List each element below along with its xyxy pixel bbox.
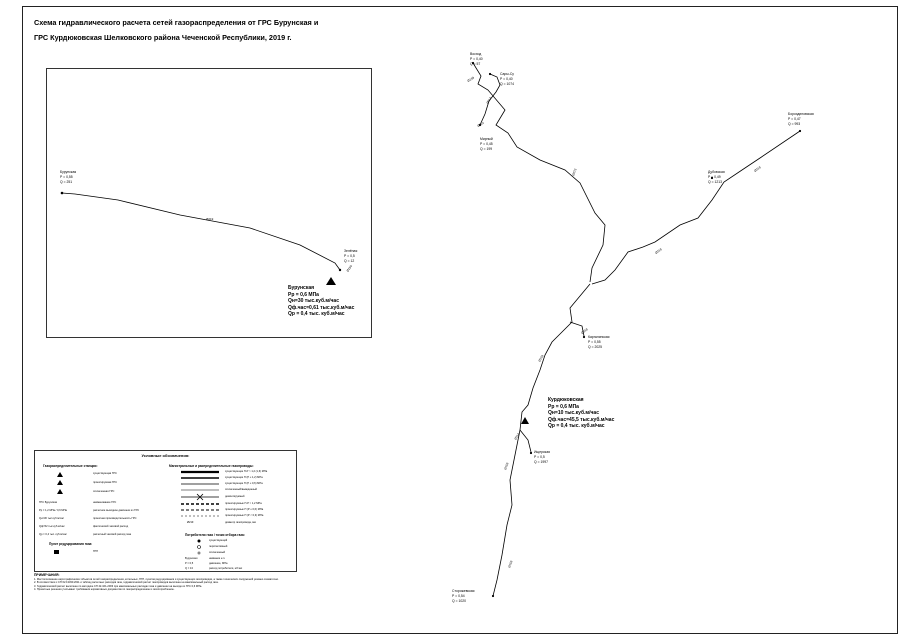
node-pressure: P = 0,5	[344, 254, 355, 258]
node-pressure: P = 0,47	[788, 117, 801, 121]
node-name: Зелёная	[344, 249, 358, 253]
node-label-kargalinskaya	[588, 335, 610, 350]
legend-grs-data: Qн=30 тыс.куб.м/час	[39, 517, 64, 520]
legend-consumer-item: отключенный	[209, 551, 226, 554]
legend-grs-data-desc: расчетный часовой расход газа	[93, 533, 132, 536]
grs-capacity: Qн=10 тыс.куб.м/час	[548, 410, 599, 416]
legend-section-grs: Газораспределительные станции:	[43, 464, 98, 468]
pipe-label: Ø159	[507, 560, 514, 569]
node-label-dubovskaya	[708, 170, 725, 185]
consumer-node-buryunskaya	[61, 192, 64, 195]
legend-grs-item: существующая ГРС	[93, 472, 117, 475]
node-pressure: P = 0,40	[500, 77, 513, 81]
legend-net-item: демонтируемый	[225, 495, 245, 498]
consumer-node-ishcherskaya	[530, 452, 532, 454]
legend-title: Условные обозначения:	[141, 453, 190, 458]
pipe-label: Ø219	[206, 217, 214, 221]
node-flow: Q = 12	[344, 259, 355, 263]
grs-design-flow: Qр = 0,4 тыс. куб.м/час	[288, 311, 345, 317]
grs-existing-icon	[57, 472, 63, 477]
scheme-title-line-2: ГРС Курдюковская Шелковского района Чеченской Республики, 2019 г.	[34, 33, 292, 42]
legend-net-item: существующие П (Р ≤ 0,6) МПа	[225, 482, 263, 485]
pipe-label: Ø114	[513, 432, 521, 441]
pipe-label: Ø114	[476, 120, 485, 128]
pipe-label: Ø159	[580, 327, 589, 335]
grs-capacity: Qн=30 тыс.куб.м/час	[288, 298, 339, 304]
grs-actual-flow: Qф.час=45,5 тыс.куб.м/час	[548, 416, 615, 423]
node-name: Бурунская	[60, 170, 77, 174]
node-pressure: P = 0,54	[452, 594, 465, 598]
legend-grs-data-desc: проектная производительность ГРС	[93, 517, 137, 520]
legend-pipe-desc: диаметр газопровода, мм	[225, 521, 256, 524]
node-label-sary-su	[500, 72, 514, 87]
grs-info-buryunskaya	[288, 285, 354, 318]
legend-point-label: ГРП	[93, 550, 98, 553]
legend-grs-item: отключенная ГРС	[93, 490, 115, 493]
legend-consumer-item: перспективный	[209, 545, 228, 548]
legend-panel	[34, 450, 297, 572]
legend-grs-data-desc: наименование ГРС	[93, 501, 117, 504]
node-flow: Q = 199	[480, 147, 493, 151]
legend-grs-data-desc: фактический часовой расход	[93, 525, 129, 528]
node-label-storozhevskaya	[452, 589, 474, 604]
grs-pressure: Рр = 0,6 МПа	[288, 291, 319, 298]
legend-grs-data: ГРС Бурунская	[39, 501, 58, 504]
legend-section-consumers: Потребители газа / точки отбора газа:	[185, 533, 245, 537]
consumer-disabled-icon	[198, 552, 201, 555]
scheme-title-line-1: Схема гидравлического расчета сетей газораспределения от ГРС Бурунская и	[34, 18, 319, 27]
pipeline-east	[592, 131, 800, 284]
node-label-voskhod	[470, 52, 483, 67]
pipeline-main-trunk	[493, 284, 590, 596]
node-name: Каргалинская	[588, 335, 610, 339]
node-flow: Q = 2025	[588, 345, 603, 349]
node-pressure: P = 0,40	[470, 57, 483, 61]
node-name: Дубовская	[708, 170, 725, 174]
node-flow: Q = 251	[60, 180, 73, 184]
pipe-label: Ø159	[503, 462, 510, 471]
node-name: Мирный	[480, 137, 493, 141]
node-name: Восход	[470, 52, 482, 56]
pipe-label: Ø219	[753, 165, 762, 173]
consumer-node-kargalinskaya	[583, 336, 585, 338]
legend-consumer-symbols	[195, 538, 205, 558]
node-label-zelenaya	[344, 249, 357, 264]
pipe-label: Ø159	[345, 264, 354, 273]
grs-design-flow: Qр = 0,4 тыс. куб.м/час	[548, 423, 605, 429]
legend-grs-item: проектируемая ГРС	[93, 481, 117, 484]
grs-actual-flow: Qф.час=0,61 тыс.куб.м/час	[288, 304, 355, 311]
note-item: 3. Гидравлический расчет выполнен по методике СП 42-101-2003 при максимальных расходах газа и давлении на выходе из ГРС 0,6 МПа.	[34, 584, 203, 588]
node-name: Сары-Су	[500, 72, 514, 76]
legend-net-item: существующие П-Р > 1,2 (1,6) МПа	[225, 470, 268, 473]
pipe-label: Ø114	[485, 96, 493, 105]
node-label-mirny	[480, 137, 493, 152]
note-item: 1. Местоположение картографических объектов сетей газораспределения, котельных, ГРП, пунктов редуцирования и существующих газопроводов, а также технических сооружений указано схематично.	[34, 577, 279, 581]
grs-marker-kurdyukovskaya	[521, 417, 529, 424]
node-name: Сторожевская	[452, 589, 475, 593]
node-pressure: P = 0,55	[588, 340, 601, 344]
consumer-node-borozdinovskaya	[799, 130, 801, 132]
grs-planned-icon	[57, 480, 63, 485]
node-flow: Q = 57	[470, 62, 481, 66]
legend-grs-data: Рр = 1,2 МПа / 0,6 МПа	[39, 509, 67, 512]
pipeline-branch-ishcherskaya	[520, 430, 531, 452]
note-item: 2. В соответствии с СП 62.13330.2011 и таблиц расчетных расходов газа, гидравлический расчет газопроводов выполнен на максимальный расход газа.	[34, 581, 219, 585]
legend-consumer-desc: название н.п.	[209, 557, 226, 560]
legend-pipe-sample: Ø219	[187, 521, 194, 524]
legend-net-item: проектируемые П-Р > 1,2 МПа	[225, 502, 262, 505]
legend-consumer-sample: P = 0,5	[185, 562, 194, 565]
pipeline-buryunskaya	[62, 193, 340, 270]
legend-net-item: существующие П (Р ≤ 1,2) МПа	[225, 476, 263, 479]
grs-name: Бурунская	[288, 285, 315, 291]
grp-icon	[53, 549, 61, 555]
legend-net-item: отключенный/выведенный	[225, 488, 257, 491]
legend-grs-data-desc: расчетное выходное давление из ГРС	[93, 509, 140, 512]
node-name: Ищерская	[534, 450, 550, 454]
node-pressure: P = 0,49	[708, 175, 721, 179]
pipe-label: Ø219	[654, 247, 663, 255]
grs-info-kurdyukovskaya	[548, 397, 614, 430]
grs-disabled-icon	[57, 489, 63, 494]
notes-block	[34, 574, 334, 592]
note-item: 4. Проектные решения учитывают требования нормативных документов по газораспределению и газопотреблению.	[34, 588, 175, 592]
legend-consumer-desc: расход потребителя, м³/час	[209, 567, 243, 570]
node-pressure: P = 0,45	[480, 142, 493, 146]
node-label-ishcherskaya	[534, 450, 550, 465]
node-label-buryunskaya	[60, 170, 76, 185]
legend-section-points: Пункт редуцирования газа:	[49, 542, 93, 546]
grs-pressure: Рр = 0,6 МПа	[548, 403, 579, 410]
legend-net-item: проектируемые П (Р < 0,3) МПа	[225, 514, 264, 517]
notes-title: ПРИМЕЧАНИЯ:	[34, 573, 60, 577]
legend-consumer-desc: давление, МПа	[209, 562, 228, 565]
node-flow: Q = 993	[788, 122, 801, 126]
pipe-label: Ø273	[571, 168, 578, 177]
legend-consumer-sample: Q = 13	[185, 567, 193, 570]
node-pressure: P = 0,5	[534, 455, 545, 459]
legend-consumer-sample: Бурунская	[185, 557, 198, 560]
pipe-label: Ø159	[537, 354, 545, 363]
consumer-node-zelenaya	[339, 269, 341, 271]
node-flow: Q = 1213	[708, 180, 723, 184]
consumer-node-sary-su	[489, 73, 491, 75]
node-label-borozdinovskaya	[788, 112, 814, 127]
grs-name: Курдюковская	[548, 397, 584, 403]
legend-grs-data: Qр = 0,4 тыс. куб.м/час	[39, 533, 67, 536]
node-flow: Q = 1997	[534, 460, 549, 464]
node-pressure: P = 0,55	[60, 175, 73, 179]
pipe-label: Ø159	[466, 75, 475, 83]
legend-grs-data: Qф=52 тыс.куб.м/час	[39, 525, 65, 528]
grs-marker-buryunskaya	[326, 277, 336, 285]
node-flow: Q = 1074	[500, 82, 515, 86]
legend-grs-symbols	[47, 471, 77, 497]
consumer-node-storozhevskaya	[492, 595, 494, 597]
consumer-planned-icon	[198, 546, 201, 549]
consumer-existing-icon	[198, 540, 201, 543]
node-flow: Q = 1020	[452, 599, 467, 603]
legend-section-nets: Магистральные и распределительные газопроводы:	[169, 464, 254, 468]
node-name: Бороздиновская	[788, 112, 814, 116]
legend-consumer-item: существующий	[209, 539, 228, 542]
legend-net-item: проектируемые П (Р ≤ 0,6) МПа	[225, 508, 264, 511]
